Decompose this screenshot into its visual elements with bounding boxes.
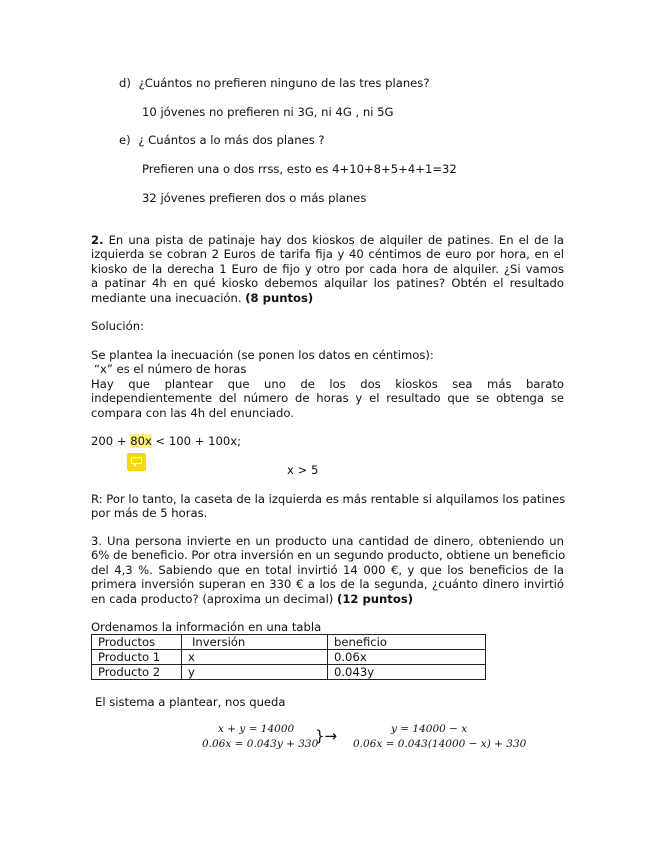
- problem-3-line-5: [91, 592, 564, 606]
- problem-3-line-2: 6% de beneficio. Por otra inversión en un segundo producto, obtiene un beneficio: [91, 548, 566, 563]
- inequation-highlight: 80x: [130, 434, 152, 448]
- problem-2-points: (8 puntos): [245, 290, 314, 305]
- table-cell: Producto 1: [92, 650, 182, 665]
- table-row: [92, 665, 486, 680]
- item-d-label: d): [119, 76, 131, 90]
- item-e-label: e): [119, 133, 131, 147]
- table-cell: y: [182, 665, 328, 680]
- problem-2-line-5-text: mediante una inecuación.: [91, 290, 242, 305]
- problem-3-line-5-text: en cada producto? (aproxima un decimal): [91, 591, 334, 606]
- table-intro: Ordenamos la información en una tabla: [91, 620, 322, 634]
- system-left-eq-1: x + y = 14000: [218, 723, 295, 735]
- problem-2-setup: [91, 348, 564, 420]
- table-cell: Producto 2: [92, 665, 182, 680]
- inequation-result: x > 5: [287, 463, 319, 477]
- inequation: [91, 434, 241, 448]
- item-e-answer-2: 32 jóvenes prefieren dos o más planes: [142, 191, 367, 205]
- item-d-answer: 10 jóvenes no prefieren ni 3G, ni 4G , ni 5G: [142, 105, 394, 119]
- system-brace-arrow: }→: [315, 727, 338, 745]
- solution-label: Solución:: [91, 319, 144, 333]
- setup-line-2: “x” es el número de horas: [94, 362, 247, 377]
- comment-icon[interactable]: [127, 453, 146, 471]
- system-right-eq-2: 0.06x = 0.043(14000 − x) + 330: [353, 738, 527, 750]
- inequation-left: 200 +: [91, 434, 131, 448]
- problem-2-statement: [91, 233, 564, 305]
- table-cell: 0.043y: [328, 665, 486, 680]
- problem-3-points: (12 puntos): [337, 591, 414, 606]
- problem-2-line-1-text: En una pista de patinaje hay dos kioskos de alquiler de patines. En el de la: [108, 233, 565, 247]
- problem-3-statement: [91, 534, 564, 606]
- problem-2-number: 2.: [91, 233, 104, 247]
- explain-line-1: Hay que plantear que uno de los dos kioskos sea más barato: [91, 376, 564, 391]
- problem-2-line-5: [91, 291, 564, 305]
- item-e-question: [119, 133, 325, 147]
- problem-3-line-4: primera inversión superan en 330 € a los de la segunda, ¿cuánto dinero invirtió: [91, 577, 564, 592]
- table-row: [92, 650, 486, 665]
- problem-2-line-2: izquierda se cobran 2 Euros de tarifa fija y 40 céntimos de euro por hora, en el: [91, 247, 564, 262]
- table-cell: x: [182, 650, 328, 665]
- problem-3-line-1: 3. Una persona invierte en un producto una cantidad de dinero, obteniendo un: [91, 534, 564, 548]
- table-cell: 0.06x: [328, 650, 486, 665]
- conclusion-line-1: R: Por lo tanto, la caseta de la izquierda es más rentable si alquilamos los patines: [91, 492, 566, 506]
- problem-2-line-3: kiosko de la derecha 1 Euro de fijo y otro por cada hora de alquiler. ¿Si vamos: [91, 261, 564, 276]
- system-right-eq-1: y = 14000 − x: [391, 723, 468, 735]
- info-table: [91, 634, 486, 680]
- table-header-cell: Productos: [92, 635, 182, 650]
- inequation-right: < 100 + 100x;: [151, 434, 242, 448]
- table-header-cell: beneficio: [328, 635, 486, 650]
- table-header-cell: Inversión: [182, 635, 328, 650]
- system-intro: El sistema a plantear, nos queda: [95, 695, 286, 709]
- system-left-eq-2: 0.06x = 0.043y + 330: [202, 738, 319, 750]
- setup-line-1: Se plantea la inecuación (se ponen los datos en céntimos):: [91, 348, 434, 362]
- item-e-answer-1: Prefieren una o dos rrss, esto es 4+10+8+5+4+1=32: [142, 162, 457, 176]
- item-d-question: [119, 76, 430, 90]
- conclusion-line-2: por más de 5 horas.: [91, 506, 208, 521]
- explain-line-2: independientemente del número de horas y el resultado que se obtenga se: [91, 391, 564, 406]
- problem-2-conclusion: [91, 492, 564, 521]
- problem-2-line-4: a patinar 4h en qué kiosko debemos alquilar los patines? Obtén el resultado: [91, 276, 564, 291]
- item-e-question-text: ¿ Cuántos a lo más dos planes ?: [138, 133, 325, 147]
- table-header-row: [92, 635, 486, 650]
- problem-2-line-1: [91, 233, 564, 247]
- problem-3-line-3: del 4,3 %. Sabiendo que en total invirtió 14 000 €, y que los beneficios de la: [91, 562, 564, 577]
- explain-line-3: compara con las 4h del enunciado.: [91, 405, 294, 420]
- item-d-question-text: ¿Cuántos no prefieren ninguno de las tres planes?: [138, 76, 430, 90]
